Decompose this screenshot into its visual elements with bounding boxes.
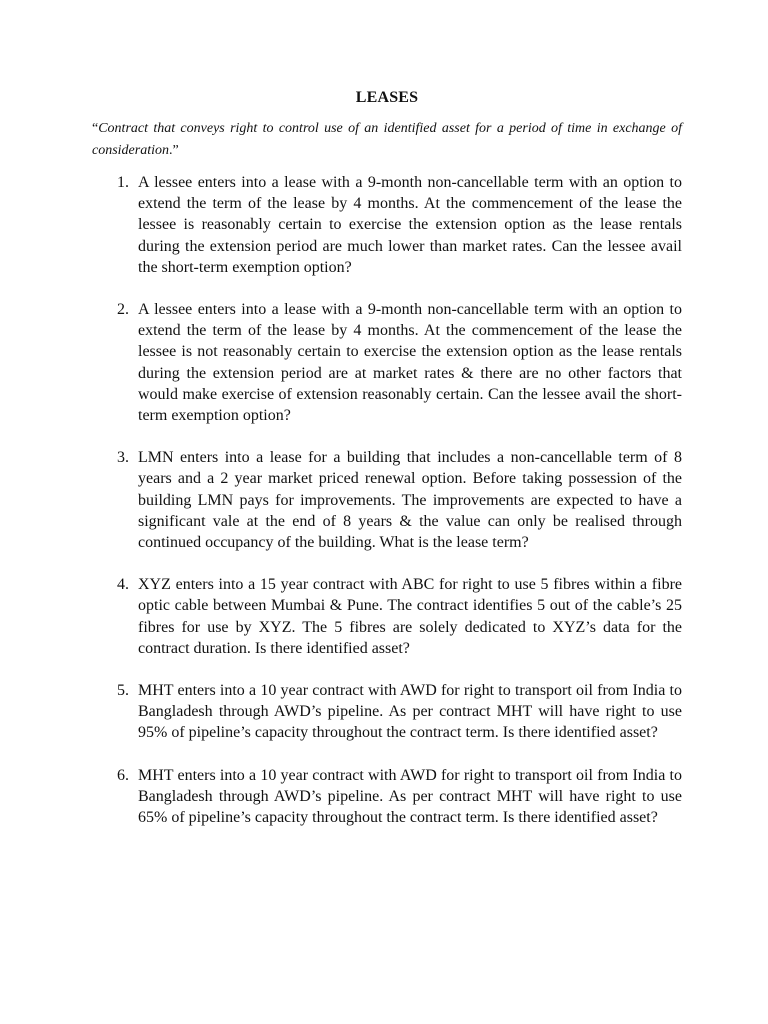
question-text: MHT enters into a 10 year contract with AWD for right to transport oil from India to Bangladesh through AWD’s pipeline. As per contract MHT will have right to use 65% of pipeline’s capacity throughout the contract term. Is there identified asset? (138, 766, 682, 827)
question-text: A lessee enters into a lease with a 9-month non-cancellable term with an option to extend the term of the lease by 4 months. At the commencement of the lease the lessee is reasonably certain to exercise the extension option as the lease rentals during the extension period are much lower than market rates. Can the lessee avail the short-term exemption option? (138, 174, 682, 276)
question-item-6 (92, 765, 682, 829)
question-number: 3. (117, 449, 129, 467)
question-item-2 (92, 299, 682, 426)
definition-open-quote: “ (92, 121, 99, 136)
question-list (92, 172, 682, 828)
question-number: 4. (117, 576, 129, 594)
question-number: 1. (117, 174, 129, 191)
question-number: 6. (117, 766, 129, 784)
question-item-3 (92, 447, 682, 553)
definition-close-quote: .” (169, 143, 179, 158)
question-item-5 (92, 680, 682, 744)
lease-definition (92, 118, 682, 162)
question-text: LMN enters into a lease for a building that includes a non-cancellable term of 8 years and a 2 year market priced renewal option. Before taking possession of the building LMN pays for improvements. The improvements are expected to have a significant vale at the end of 8 years & the value can only be realised through continued occupancy of the building. What is the lease term? (138, 449, 682, 552)
question-item-4 (92, 574, 682, 659)
question-text: XYZ enters into a 15 year contract with ABC for right to use 5 fibres within a fibre optic cable between Mumbai & Pune. The contract identifies 5 out of the cable’s 25 fibres for use by XYZ. The 5 fibres are solely dedicated to XYZ’s data for the contract duration. Is there identified asset? (138, 576, 682, 657)
definition-text: Contract that conveys right to control use of an identified asset for a period of time in exchange of consideration (92, 121, 682, 158)
question-number: 2. (117, 301, 129, 319)
question-number: 5. (117, 682, 129, 700)
question-text: A lessee enters into a lease with a 9-month non-cancellable term with an option to extend the term of the lease by 4 months. At the commencement of the lease the lessee is not reasonably certain to exercise the extension option as the lease rentals during the extension period are at market rates & there are no other factors that would make exercise of extension reasonably certain. Can the lessee avail the short-term exemption option? (138, 301, 682, 425)
question-text: MHT enters into a 10 year contract with AWD for right to transport oil from India to Bangladesh through AWD’s pipeline. As per contract MHT will have right to use 95% of pipeline’s capacity throughout the contract term. Is there identified asset? (138, 682, 682, 742)
document-title: LEASES (355, 89, 419, 106)
question-item-1 (92, 172, 682, 278)
